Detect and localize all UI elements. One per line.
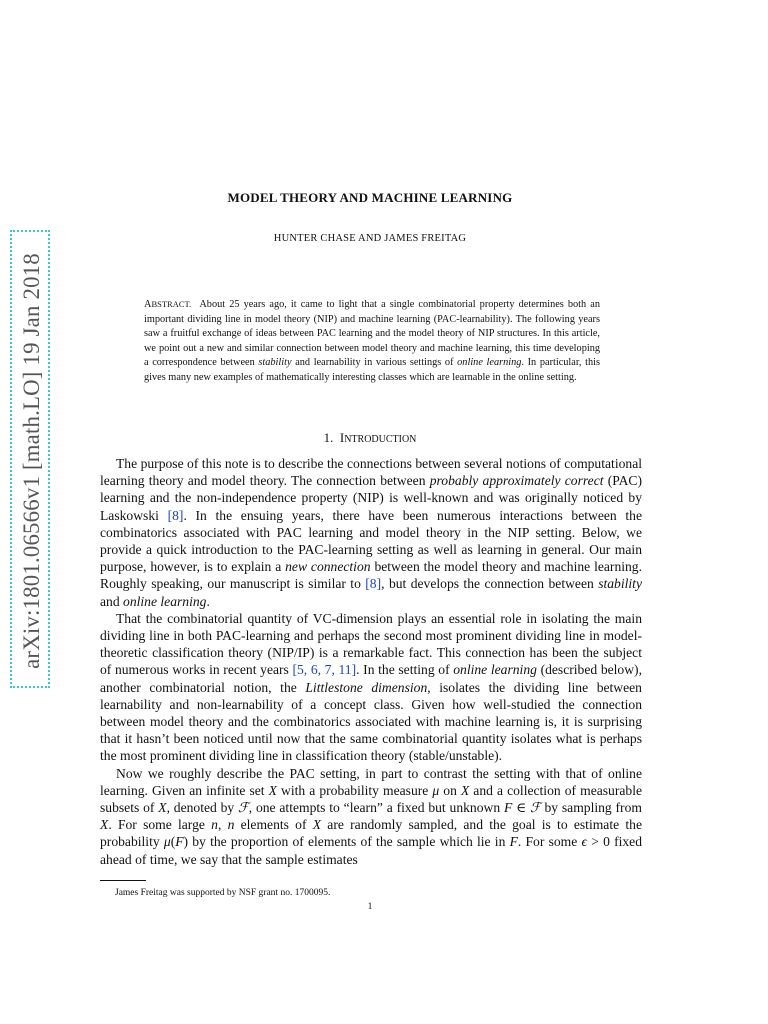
body-text — [100, 455, 642, 868]
footnote-rule — [100, 880, 146, 881]
citation-link[interactable]: [8] — [365, 576, 382, 592]
paper-title: MODEL THEORY AND MACHINE LEARNING — [227, 190, 513, 205]
abstract-label: ABSTRACT. — [144, 299, 192, 310]
citation-link[interactable]: [5, 6, 7, 11] — [292, 662, 357, 678]
paragraph-2: That the combinatorial quantity of VC-dimension plays an essential role in isolating the main dividing line in both PAC-learning and perhaps the second most prominent dividing line in model-theoretic classification theory (NIP/IP) is a remarkable fact. This connection has been the subject of numerous works in recent years [5, 6, 7, 11]. In the setting of online learning (described below), another combinatorial notion, the Littlestone dimension, isolates the dividing line between learnability and non-learnability of a concept class. Given how well-studied the connection between model theory and the combinatorics associated with machine learning is, it is surprising that it hasn’t been noticed until now that the same combinatorial quantity isolates what is perhaps the most prominent dividing line in classification theory (stable/unstable). — [100, 610, 642, 764]
paragraph-3: Now we roughly describe the PAC setting, in part to contrast the setting with that of online learning. Given an infinite set X with a probability measure μ on X and a collection of measurable subsets of X, denoted by ℱ, one attempts to “learn” a fixed but unknown F ∈ ℱ by sampling from X. For some large n, n elements of X are randomly sampled, and the goal is to estimate the probability μ(F) by the proportion of elements of the sample which lie in F. For some ϵ > 0 fixed ahead of time, we say that the sample estimates — [100, 765, 643, 867]
arxiv-stamp — [10, 230, 50, 688]
page-number: 1 — [367, 902, 373, 912]
section-heading-introduction: 1. INTRODUCTION — [323, 430, 417, 445]
arxiv-identifier: arXiv:1801.06566v1 [math.LO] 19 Jan 2018 — [19, 253, 44, 669]
footnote: James Freitag was supported by NSF grant no. 1700095. — [115, 888, 331, 898]
paragraph-1: The purpose of this note is to describe the connections between several notions of computational learning theory and model theory. The connection between probably approximately correct (PAC) learning and the non-independence property (NIP) is well-known and was originally noticed by Laskowski [8]. In the ensuing years, there have been numerous interactions between the combinatorics associated with PAC learning and model theory in the NIP setting. Below, we provide a quick introduction to the PAC-learning setting as well as learning in general. Our main purpose, however, is to explain a new connection between the model theory and machine learning. Roughly speaking, our manuscript is similar to [8], but develops the connection between stability and online learning. — [100, 456, 643, 609]
citation-link[interactable]: [8] — [167, 507, 184, 523]
paper-authors: HUNTER CHASE AND JAMES FREITAG — [273, 233, 467, 244]
abstract: ABSTRACT. About 25 years ago, it came to light that a single combinatorial property determines both an important dividing line in model theory (NIP) and machine learning (PAC-learnability). The following years saw a fruitful exchange of ideas between PAC learning and the model theory of NIP structures. In this article, we point out a new and similar connection between model theory and machine learning, this time developing a correspondence between stability and learnability in various settings of online learning. In particular, this gives many new examples of mathematically interesting classes which are learnable in the online setting. — [144, 299, 600, 383]
